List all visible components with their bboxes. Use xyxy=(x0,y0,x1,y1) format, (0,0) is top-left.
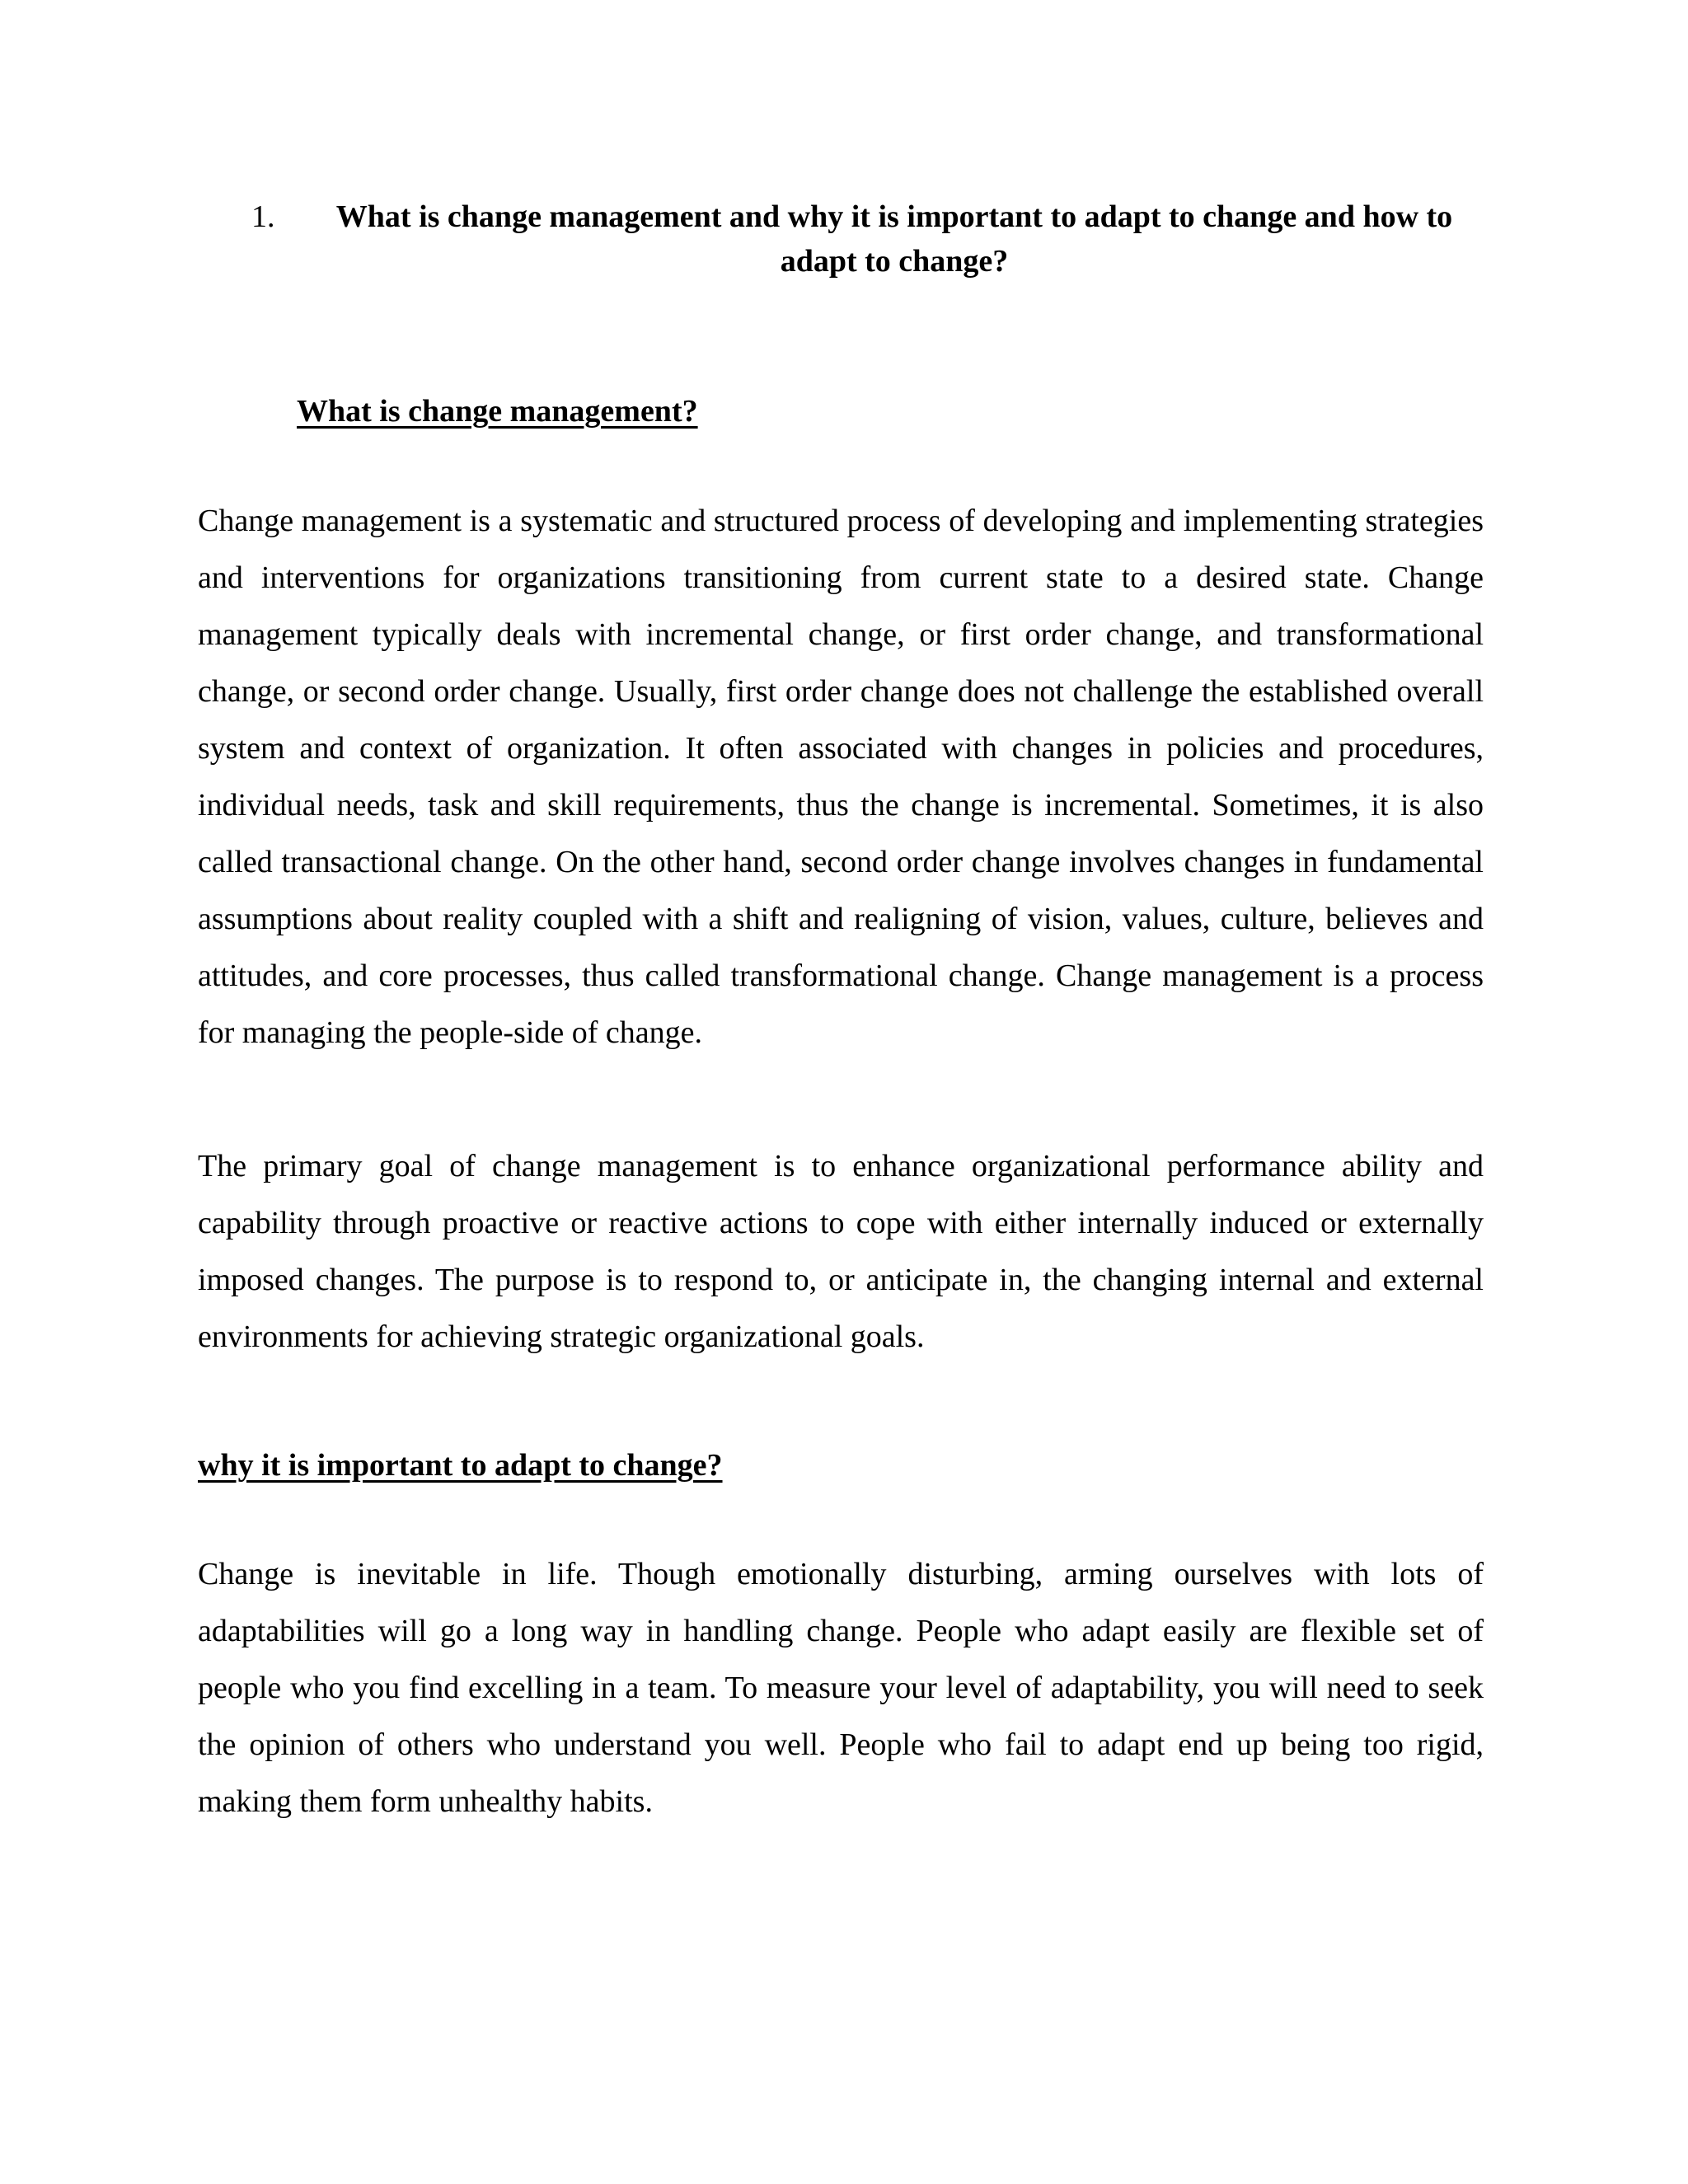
paragraph-adaptability: Change is inevitable in life. Though emotionally disturbing, arming ourselves with lots of adaptabilities will go a long way in handling change. People who adapt easily are flexible set of people who you find excelling in a team. To measure your level of adaptability, you will need to seek the opinion of others who understand you well. People who fail to adapt end up being too rigid, making them form unhealthy habits. xyxy=(198,1557,1484,1819)
question-title: What is change management and why it is important to adapt to change and how to adapt to change? xyxy=(335,199,1453,279)
paragraph-primary-goal: The primary goal of change management is to enhance organizational performance ability and capability through proactive or reactive actions to cope with either internally induced or externally imposed changes. The purpose is to respond to, or anticipate in, the changing internal and external environments for achieving strategic organizational goals. xyxy=(198,1149,1484,1354)
section-heading-what-is-change-management: What is change management? xyxy=(297,394,698,429)
question-number: 1. xyxy=(251,199,275,234)
paragraph-definition: Change management is a systematic and structured process of developing and implementing strategies and interventions for organizations transitioning from current state to a desired state. Change management typically deals with incremental change, or first order change, and transformational change, or second order change. Usually, first order change does not challenge the established overall system and context of organization. It often associated with changes in policies and procedures, individual needs, task and skill requirements, thus the change is incremental. Sometimes, it is also called transactional change. On the other hand, second order change involves changes in fundamental assumptions about reality coupled with a shift and realigning of vision, values, culture, believes and attitudes, and core processes, thus called transformational change. Change management is a process for managing the people-side of change. xyxy=(198,504,1484,1050)
section-heading-why-adapt: why it is important to adapt to change? xyxy=(198,1448,723,1483)
